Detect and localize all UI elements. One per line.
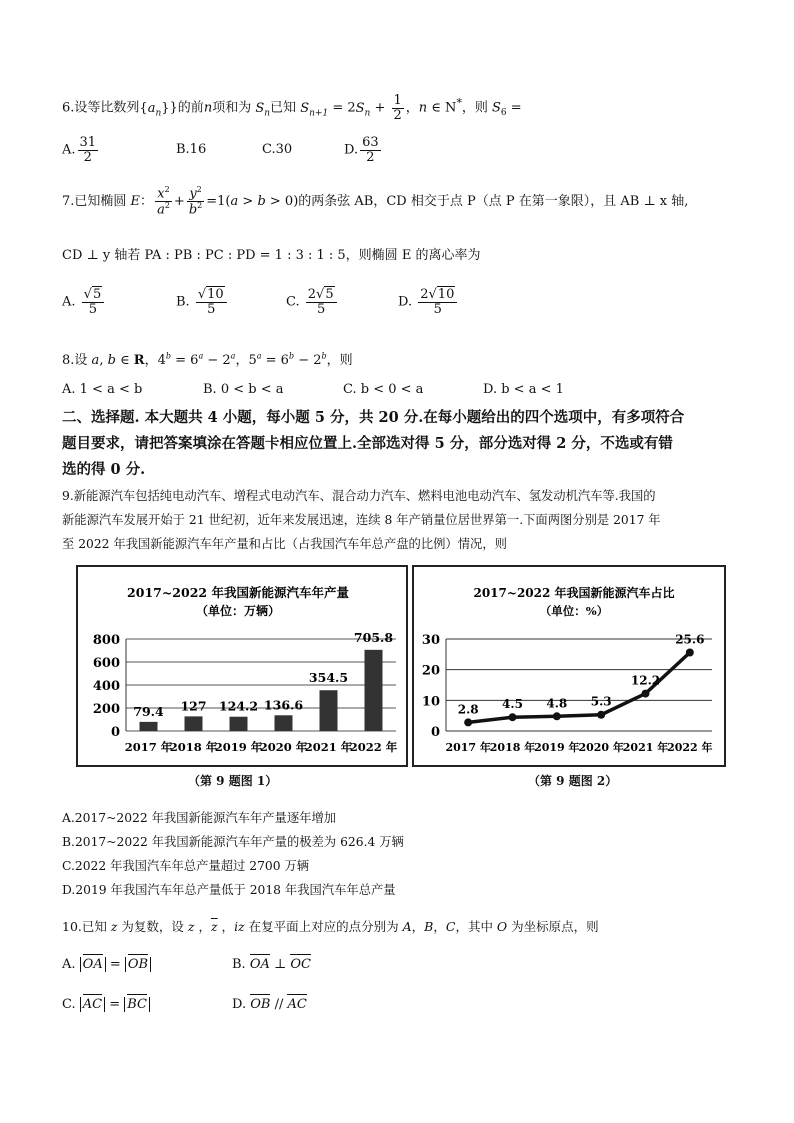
chart2-value-label: 4.5 bbox=[502, 697, 523, 712]
chart2-ytick-label: 30 bbox=[421, 633, 440, 648]
chart2-value-label: 12.2 bbox=[630, 673, 661, 688]
q8-option-a: A. 1 < a < b bbox=[62, 382, 143, 397]
chart1-caption: （第 9 题图 1） bbox=[188, 774, 278, 788]
chart1-value-label: 79.4 bbox=[133, 703, 164, 719]
chart2-point bbox=[464, 718, 472, 726]
q10-stem: 10.已知 z 为复数，设 z ，$\overline{z}$ ，iz 在复平面上对应的点分别为 A，B，C，其中 O 为坐标原点，则 bbox=[62, 919, 599, 934]
chart1-bar bbox=[140, 722, 158, 731]
section2-line1: 二、选择题. 本大题共 4 小题，每小题 5 分，共 20 分.在每小题给出的四个选项中，有多项符合 bbox=[62, 409, 685, 426]
q9-option-c: C.2022 年我国汽车年总产量超过 2700 万辆 bbox=[62, 859, 310, 873]
section2-line2: 题目要求，请把答案填涂在答题卡相应位置上.全部选对得 5 分，部分选对得 2 分，不选或有错 bbox=[62, 435, 673, 452]
chart1-xtick-label: 2022 年 bbox=[349, 740, 398, 754]
chart2-xtick-label: 2018 年 bbox=[489, 741, 536, 754]
q9-line3: 至 2022 年我国新能源汽车年产量和占比（占我国汽车年总产盘的比例）情况，则 bbox=[62, 537, 507, 551]
chart1-ytick-label: 0 bbox=[110, 725, 120, 740]
chart2-value-label: 2.8 bbox=[457, 702, 479, 717]
chart2-value-label: 5.3 bbox=[590, 694, 612, 709]
q10-option-d: D. OB // AC bbox=[232, 997, 307, 1012]
chart1-ytick-label: 200 bbox=[92, 702, 120, 717]
q7-option-a: A. $\frac{√5}{5}$ bbox=[62, 288, 106, 316]
q8-stem: 8.设 a, b ∈ R，$4^b = 6^a - 2^a$，$5^a = 6^b - 2^b$，则 bbox=[62, 351, 353, 368]
q9-line1: 9.新能源汽车包括纯电动汽车、增程式电动汽车、混合动力汽车、燃料电池电动汽车、氢发动机汽车等.我国的 bbox=[62, 489, 656, 503]
chart1-ytick-label: 800 bbox=[92, 633, 120, 648]
chart1-bar bbox=[275, 715, 293, 731]
q6-option-d: D. $\frac{63}{2}$ bbox=[344, 135, 379, 165]
chart1-ytick-label: 600 bbox=[92, 656, 120, 671]
chart2-ytick-label: 0 bbox=[430, 725, 440, 740]
q7-option-c: C. $\frac{2√5}{5}$ bbox=[286, 288, 339, 316]
q9-option-b: B.2017~2022 年我国新能源汽车年产量的极差为 626.4 万辆 bbox=[62, 835, 404, 849]
q6-option-c: C.30 bbox=[262, 142, 293, 157]
chart2-point bbox=[553, 712, 561, 720]
chart2-point bbox=[642, 690, 650, 698]
q7-line1: 7.已知椭圆 E： $\frac{x^2}{a^2}$ + $\frac{y^2}{b^2}$ =1(a > b > 0)的两条弦 AB，CD 相交于点 P（点 P 在第一象限），且 AB ⊥ x 轴, bbox=[62, 185, 689, 218]
chart1-xtick-label: 2019 年 bbox=[214, 740, 263, 754]
q10-option-a: A. OA = OB bbox=[62, 957, 151, 972]
q8-option-d: D. b < a < 1 bbox=[483, 382, 564, 397]
chart2-point bbox=[509, 713, 517, 721]
chart2-value-label: 4.8 bbox=[546, 696, 568, 711]
q6-stem: 6.设等比数列$\{a_n\}$}的前n项和为 $S_n$已知 $S_{n+1} = 2S_n$ + $\frac{1}{2}$ ，n ∈ N*，则 $S_6$ = bbox=[62, 93, 522, 123]
chart2-title: 2017~2022 年我国新能源汽车占比 bbox=[473, 586, 675, 600]
chart1-frame bbox=[76, 565, 408, 767]
q6-option-a: A. $\frac{31}{2}$ bbox=[62, 135, 97, 165]
chart1-title: 2017~2022 年我国新能源汽车年产量 bbox=[127, 585, 349, 600]
q10-option-c: C. AC = BC bbox=[62, 997, 150, 1012]
chart2-subtitle: （单位：%） bbox=[539, 604, 609, 618]
chart1-xtick-label: 2021 年 bbox=[304, 740, 353, 754]
chart1-value-label: 136.6 bbox=[263, 697, 304, 713]
chart1-value-label: 705.8 bbox=[353, 629, 394, 645]
chart2-xtick-label: 2021 年 bbox=[622, 741, 669, 754]
chart2-xtick-label: 2020 年 bbox=[578, 741, 624, 754]
chart2-ytick-label: 10 bbox=[421, 694, 440, 710]
q7-line2: CD ⊥ y 轴若 PA : PB : PC : PD = 1 : 3 : 1 : 5，则椭圆 E 的离心率为 bbox=[62, 248, 481, 263]
q6-option-b: B.16 bbox=[176, 142, 207, 157]
section2-line3: 选的得 0 分. bbox=[62, 461, 146, 478]
q9-option-d: D.2019 年我国汽车年总产量低于 2018 年我国汽车年总产量 bbox=[62, 883, 396, 897]
q8-option-b: B. 0 < b < a bbox=[203, 382, 284, 397]
q7-option-d: D. $\frac{2√10}{5}$ bbox=[398, 288, 459, 316]
chart1-value-label: 354.5 bbox=[308, 670, 349, 686]
chart2-xtick-label: 2022 年 bbox=[667, 741, 713, 754]
chart2-xtick-label: 2017 年 bbox=[445, 741, 491, 754]
chart2-xtick-label: 2019 年 bbox=[534, 741, 580, 754]
chart1-bar bbox=[320, 690, 338, 731]
chart2-frame bbox=[412, 565, 726, 767]
chart1-bar bbox=[185, 716, 203, 731]
chart2-caption: （第 9 题图 2） bbox=[528, 774, 618, 788]
chart1-xtick-label: 2017 年 bbox=[124, 740, 173, 754]
chart1-value-label: 127 bbox=[180, 698, 207, 714]
q9-line2: 新能源汽车发展开始于 21 世纪初，近年来发展迅速，连续 8 年产销量位居世界第一.下面两图分别是 2017 年 bbox=[62, 513, 661, 527]
chart1-xtick-label: 2018 年 bbox=[169, 740, 218, 754]
q8-option-c: C. b < 0 < a bbox=[343, 382, 424, 397]
chart1-production-bar-chart bbox=[78, 567, 406, 765]
chart1-ytick-label: 400 bbox=[92, 679, 120, 694]
q9-option-a: A.2017~2022 年我国新能源汽车年产量逐年增加 bbox=[62, 811, 337, 825]
chart1-bar bbox=[230, 717, 248, 731]
q10-option-b: B. OA ⊥ OC bbox=[232, 957, 311, 972]
q7-option-b: B. $\frac{√10}{5}$ bbox=[176, 288, 229, 316]
chart2-point bbox=[597, 711, 605, 719]
chart1-bar bbox=[365, 650, 383, 731]
chart2-value-label: 25.6 bbox=[675, 632, 705, 647]
chart2-ytick-label: 20 bbox=[421, 663, 440, 679]
chart1-value-label: 124.2 bbox=[218, 698, 259, 714]
chart1-subtitle: （单位：万辆） bbox=[195, 604, 281, 618]
chart2-point bbox=[686, 648, 694, 656]
chart1-xtick-label: 2020 年 bbox=[259, 740, 308, 754]
chart2-share-line-chart bbox=[414, 567, 724, 765]
